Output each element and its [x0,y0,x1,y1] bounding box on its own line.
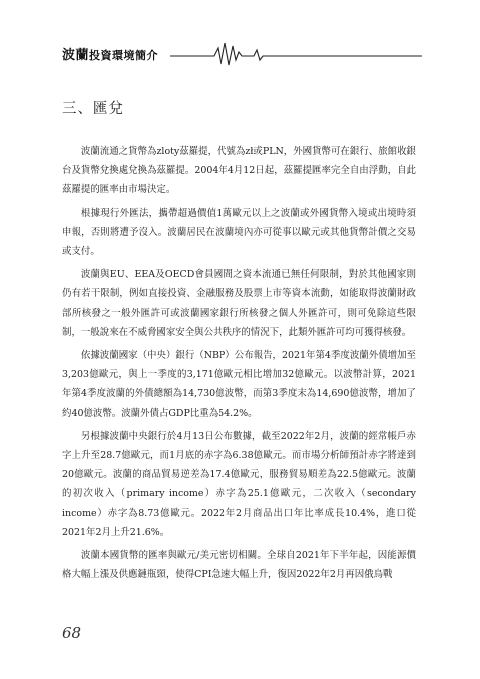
paragraph: 另根據波蘭中央銀行於4月13日公布數據，截至2022年2月，波蘭的經常帳戶赤字上升至28.7億歐元，而1月底的赤字為6.38億歐元。而市場分析師預計赤字將達到20億歐元。波蘭的商品貿易逆差為17.4億歐元，服務貿易順差為22.5億歐元。波蘭的初次收入（primary income）赤字為25.1億歐元，二次收入（secondary income）赤字為8.73億歐元。2022年2月商品出口年比率成長10.4%，進口從2021年2月上升21.6%。 [62,430,416,538]
running-header-title [62,44,158,63]
heartbeat-line-icon [170,38,422,68]
paragraph: 波蘭流通之貨幣為zloty茲羅提，代號為zł或PLN，外國貨幣可在銀行、旅館收銀台及貨幣兌換處兌換為茲羅提。2004年4月12日起，茲羅提匯率完全自由浮動，自此茲羅提的匯率由市場決定。 [62,146,416,196]
section-heading: 三、匯兌 [62,101,124,117]
body-text [62,142,416,588]
header-title-subtitle: 投資環境簡介 [89,49,159,62]
header-title-country: 波蘭 [62,48,90,63]
paragraph: 依據波蘭國家（中央）銀行（NBP）公布報告，2021年第4季度波蘭外債增加至3,203億歐元，與上一季度的3,171億歐元相比增加32億歐元。以波幣計算，2021年第4季度波蘭的外債總額為14,730億波幣，而第3季度末為14,690億波幣，增加了約40億波幣。波蘭外債占GDP比重為54.2%。 [62,350,416,419]
paragraph: 根據現行外匯法，攜帶超過價值1萬歐元以上之波蘭或外國貨幣入境或出境時須申報，否則將遭予沒入。波蘭居民在波蘭境內亦可從事以歐元或其他貨幣計價之交易或支付。 [62,207,416,258]
paragraph: 波蘭與EU、EEA及OECD會員國間之資本流通已無任何限制，對於其他國家則仍有若干限制，例如直接投資、金融服務及股票上市等資本流動，如能取得波蘭財政部所核發之一般外匯許可或波蘭國家銀行所核發之個人外匯許可，則可免除這些限制，一般說來在不威脅國家安全與公共秩序的情況下，此類外匯許可均可獲得核發。 [62,269,416,338]
paragraph: 波蘭本國貨幣的匯率與歐元/美元密切相關。全球自2021年下半年起，因能源價格大幅上漲及供應鏈瓶頸，使得CPI急速大幅上升，復因2022年2月再因俄烏戰 [62,550,416,581]
page-number: 68 [62,624,82,642]
running-header [62,38,422,68]
